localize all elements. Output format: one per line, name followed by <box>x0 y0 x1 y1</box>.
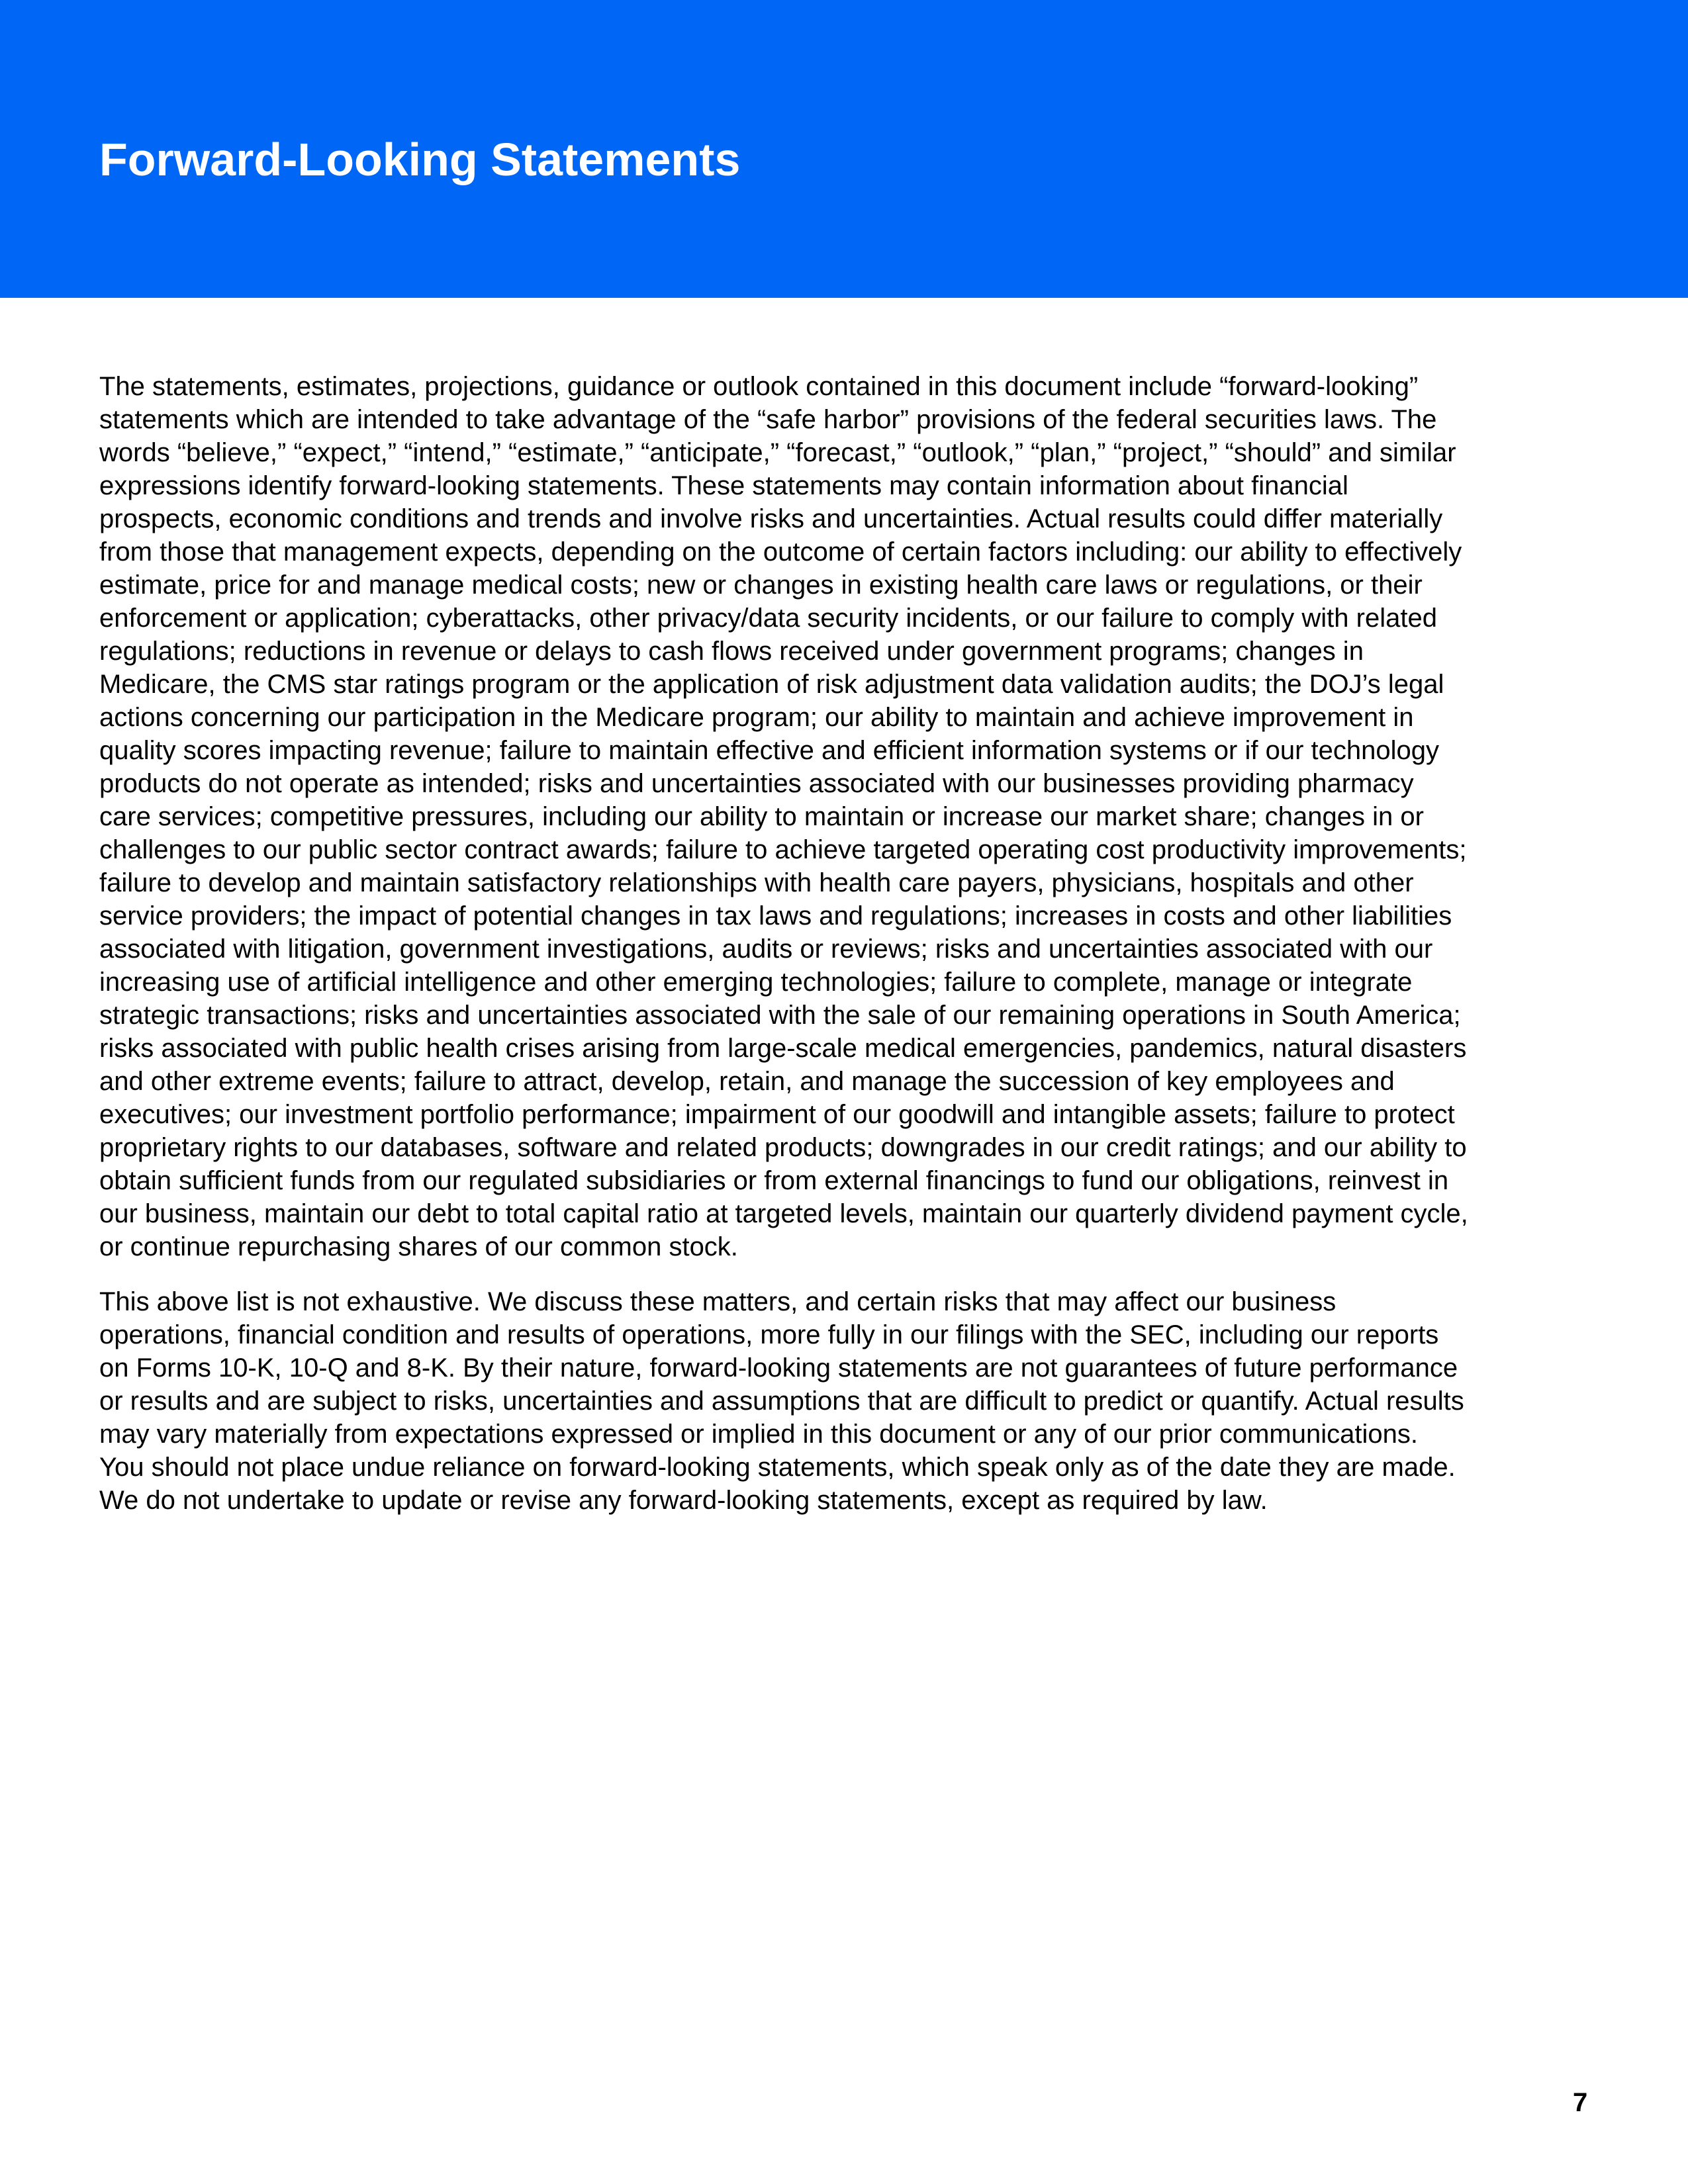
text-line: enforcement or application; cyberattacks, other privacy/data security incidents, or our failure to comply with related <box>99 604 1437 633</box>
text-line: Medicare, the CMS star ratings program or the application of risk adjustment data validation audits; the DOJ’s legal <box>99 670 1444 699</box>
text-line: obtain sufficient funds from our regulated subsidiaries or from external financings to fund our obligations, reinvest in <box>99 1166 1449 1195</box>
text-line: may vary materially from expectations expressed or implied in this document or any of our prior communications. <box>99 1420 1418 1449</box>
text-line: from those that management expects, depending on the outcome of certain factors including: our ability to effectively <box>99 537 1462 567</box>
text-line: operations, financial condition and results of operations, more fully in our filings with the SEC, including our reports <box>99 1320 1439 1349</box>
text-line: executives; our investment portfolio performance; impairment of our goodwill and intangible assets; failure to protect <box>99 1100 1455 1129</box>
text-line: regulations; reductions in revenue or delays to cash flows received under government programs; changes in <box>99 637 1364 666</box>
text-line: The statements, estimates, projections, guidance or outlook contained in this document include “forward-looking” <box>99 372 1419 401</box>
text-line: This above list is not exhaustive. We discuss these matters, and certain risks that may affect our business <box>99 1287 1336 1316</box>
text-line: service providers; the impact of potential changes in tax laws and regulations; increases in costs and other liabilities <box>99 901 1452 931</box>
text-line: prospects, economic conditions and trends and involve risks and uncertainties. Actual results could differ materially <box>99 504 1443 533</box>
body-text <box>99 370 1523 1517</box>
header-band <box>0 0 1688 298</box>
paragraph-disclaimer <box>99 1285 1523 1517</box>
text-line: quality scores impacting revenue; failure to maintain effective and efficient information systems or if our technology <box>99 736 1440 765</box>
text-line: You should not place undue reliance on forward-looking statements, which speak only as of the date they are made. <box>99 1453 1456 1482</box>
text-line: our business, maintain our debt to total capital ratio at targeted levels, maintain our quarterly dividend payment cycle, <box>99 1199 1468 1228</box>
text-line: estimate, price for and manage medical costs; new or changes in existing health care laws or regulations, or their <box>99 570 1423 600</box>
text-line: failure to develop and maintain satisfactory relationships with health care payers, physicians, hospitals and other <box>99 868 1414 897</box>
text-line: or continue repurchasing shares of our common stock. <box>99 1232 738 1261</box>
text-line: challenges to our public sector contract awards; failure to achieve targeted operating cost productivity improvements; <box>99 835 1467 864</box>
paragraph-risk-factors <box>99 370 1523 1263</box>
text-line: products do not operate as intended; risks and uncertainties associated with our businesses providing pharmacy <box>99 769 1414 798</box>
text-line: statements which are intended to take advantage of the “safe harbor” provisions of the federal securities laws. The <box>99 405 1437 434</box>
text-line: on Forms 10-K, 10-Q and 8-K. By their nature, forward-looking statements are not guarantees of future performance <box>99 1353 1458 1383</box>
text-line: care services; competitive pressures, including our ability to maintain or increase our market share; changes in or <box>99 802 1424 831</box>
page-number: 7 <box>1573 2088 1588 2117</box>
text-line: associated with litigation, government investigations, audits or reviews; risks and uncertainties associated with our <box>99 934 1433 964</box>
text-line: expressions identify forward-looking statements. These statements may contain information about financial <box>99 471 1348 500</box>
text-line: proprietary rights to our databases, software and related products; downgrades in our credit ratings; and our ability to <box>99 1133 1467 1162</box>
text-line: and other extreme events; failure to attract, develop, retain, and manage the succession of key employees and <box>99 1067 1395 1096</box>
text-line: increasing use of artificial intelligence and other emerging technologies; failure to complete, manage or integrate <box>99 968 1413 997</box>
text-line: or results and are subject to risks, uncertainties and assumptions that are difficult to predict or quantify. Actual results <box>99 1387 1464 1416</box>
text-line: words “believe,” “expect,” “intend,” “estimate,” “anticipate,” “forecast,” “outlook,” “plan,” “project,” “should” and similar <box>99 438 1456 467</box>
text-line: actions concerning our participation in the Medicare program; our ability to maintain and achieve improvement in <box>99 703 1414 732</box>
text-line: strategic transactions; risks and uncertainties associated with the sale of our remaining operations in South America; <box>99 1001 1461 1030</box>
text-line: risks associated with public health crises arising from large-scale medical emergencies, pandemics, natural disasters <box>99 1034 1467 1063</box>
text-line: We do not undertake to update or revise any forward-looking statements, except as required by law. <box>99 1486 1268 1515</box>
page-title: Forward-Looking Statements <box>99 134 741 185</box>
